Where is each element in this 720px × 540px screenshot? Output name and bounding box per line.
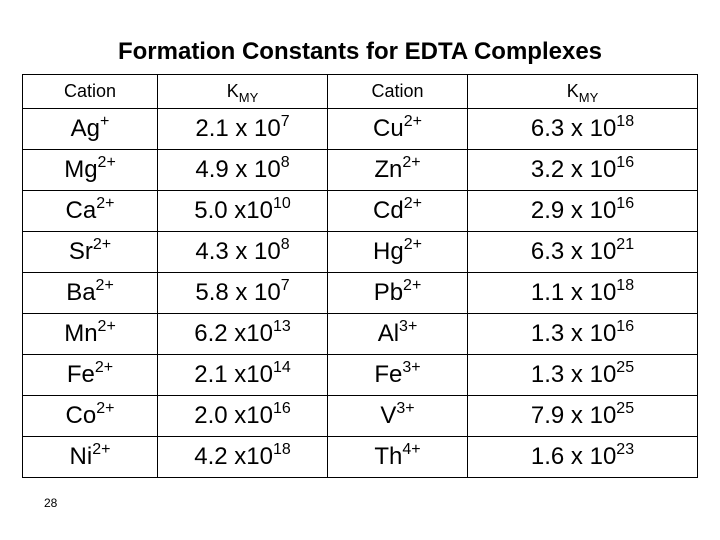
cation-charge: 2+ — [403, 236, 422, 253]
cation-symbol: Pb — [373, 279, 404, 306]
kmy-coefficient: 1.1 x 10 — [530, 279, 617, 306]
cation-charge: 3+ — [402, 359, 421, 376]
cation-cell-left — [23, 437, 158, 478]
kmy-exponent: 7 — [280, 277, 290, 294]
kmy-coefficient: 2.1 x10 — [194, 361, 273, 388]
kmy-exponent: 16 — [616, 154, 635, 171]
cation-charge: 4+ — [402, 441, 421, 458]
cation-charge: 2+ — [97, 154, 116, 171]
kmy-coefficient: 7.9 x 10 — [530, 402, 617, 429]
kmy-cell-left — [158, 232, 328, 273]
kmy-coefficient: 2.1 x 10 — [195, 115, 281, 142]
cation-charge: 2+ — [92, 236, 112, 253]
cation-cell-left — [23, 273, 158, 314]
kmy-coefficient: 4.9 x 10 — [195, 156, 281, 183]
kmy-exponent: 25 — [616, 400, 635, 417]
cation-symbol: Mn — [64, 320, 98, 347]
kmy-cell-left — [158, 273, 328, 314]
table-header-row — [23, 75, 698, 109]
cation-symbol: Ag — [70, 115, 100, 142]
cation-charge: 2+ — [96, 400, 115, 417]
cation-cell-left — [23, 314, 158, 355]
kmy-coefficient: 6.3 x 10 — [530, 238, 617, 265]
cation-symbol: Fe — [66, 361, 95, 388]
cation-cell-right — [328, 109, 468, 150]
kmy-coefficient: 1.3 x 10 — [530, 361, 617, 388]
kmy-cell-right — [468, 355, 698, 396]
cation-charge: 2+ — [403, 195, 422, 212]
kmy-exponent: 21 — [616, 236, 635, 253]
table-row — [23, 191, 698, 232]
cation-charge: 2+ — [403, 277, 422, 294]
cation-symbol: Co — [65, 402, 97, 429]
table-row — [23, 396, 698, 437]
table-row — [23, 314, 698, 355]
kmy-exponent: 10 — [272, 195, 291, 212]
cation-cell-right — [328, 150, 468, 191]
header-kmy-right: $K_{MY}$ — [468, 75, 698, 109]
page-number: 28 — [44, 496, 58, 510]
cation-symbol: Fe — [374, 361, 403, 388]
cation-symbol: Cd — [373, 197, 404, 224]
slide-title: Formation Constants for EDTA Complexes — [117, 38, 603, 65]
kmy-cell-right — [468, 232, 698, 273]
kmy-coefficient: 1.6 x 10 — [530, 443, 617, 470]
cation-symbol: Sr — [68, 238, 93, 265]
cation-cell-left — [23, 150, 158, 191]
kmy-exponent: 8 — [280, 154, 290, 171]
kmy-cell-left — [158, 150, 328, 191]
kmy-cell-left — [158, 437, 328, 478]
cation-charge: 3+ — [396, 400, 415, 417]
cation-charge: 2+ — [95, 277, 114, 294]
kmy-exponent: 16 — [272, 400, 291, 417]
cation-charge: 2+ — [94, 359, 114, 376]
cation-cell-left — [23, 191, 158, 232]
kmy-cell-right — [468, 191, 698, 232]
kmy-exponent: 8 — [280, 236, 290, 253]
cation-cell-right — [328, 314, 468, 355]
cation-charge: 2+ — [402, 154, 421, 171]
kmy-cell-right — [468, 437, 698, 478]
kmy-cell-right — [468, 314, 698, 355]
table-row — [23, 109, 698, 150]
cation-symbol: Ca — [65, 197, 97, 224]
kmy-exponent: 14 — [272, 359, 291, 376]
kmy-exponent: 18 — [616, 277, 635, 294]
cation-charge: + — [100, 113, 110, 130]
cation-symbol: Cu — [373, 115, 404, 142]
cation-cell-left — [23, 355, 158, 396]
kmy-coefficient: 3.2 x 10 — [530, 156, 617, 183]
kmy-coefficient: 5.0 x10 — [194, 197, 273, 224]
kmy-cell-left — [158, 191, 328, 232]
kmy-exponent: 18 — [272, 441, 291, 458]
kmy-exponent: 23 — [616, 441, 635, 458]
kmy-cell-left — [158, 314, 328, 355]
kmy-cell-left — [158, 355, 328, 396]
cation-charge: 3+ — [399, 318, 418, 335]
cation-cell-right — [328, 396, 468, 437]
kmy-coefficient: 1.3 x 10 — [530, 320, 617, 347]
formation-constants-table — [22, 74, 698, 478]
kmy-exponent: 7 — [280, 113, 290, 130]
cation-charge: 2+ — [97, 318, 116, 335]
kmy-cell-right — [468, 273, 698, 314]
cation-cell-right — [328, 191, 468, 232]
cation-cell-right — [328, 355, 468, 396]
cation-symbol: Mg — [64, 156, 98, 183]
kmy-cell-left — [158, 396, 328, 437]
cation-cell-left — [23, 109, 158, 150]
table-row — [23, 355, 698, 396]
kmy-coefficient: 4.3 x 10 — [195, 238, 281, 265]
cation-symbol: Zn — [374, 156, 403, 183]
cation-symbol: Al — [377, 320, 400, 347]
table-row — [23, 273, 698, 314]
cation-symbol: Hg — [373, 238, 404, 265]
table-row — [23, 437, 698, 478]
header-kmy-left: $K_{MY}$ — [158, 75, 328, 109]
table-row — [23, 232, 698, 273]
table-body — [23, 109, 698, 478]
cation-symbol: V — [380, 402, 397, 429]
kmy-exponent: 16 — [616, 195, 635, 212]
kmy-cell-right — [468, 109, 698, 150]
cation-cell-right — [328, 232, 468, 273]
header-cation-left: Cation — [23, 75, 158, 109]
cation-symbol: Ba — [66, 279, 96, 306]
cation-charge: 2+ — [92, 441, 111, 458]
cation-symbol: Th — [374, 443, 403, 470]
kmy-coefficient: 2.0 x10 — [194, 402, 273, 429]
kmy-coefficient: 5.8 x 10 — [195, 279, 281, 306]
header-cation-right: Cation — [328, 75, 468, 109]
kmy-exponent: 18 — [616, 113, 635, 130]
cation-cell-left — [23, 232, 158, 273]
kmy-exponent: 16 — [616, 318, 635, 335]
kmy-coefficient: 6.2 x10 — [194, 320, 273, 347]
cation-charge: 2+ — [403, 113, 422, 130]
kmy-exponent: 25 — [616, 359, 635, 376]
kmy-exponent: 13 — [272, 318, 291, 335]
kmy-cell-left — [158, 109, 328, 150]
kmy-cell-right — [468, 396, 698, 437]
cation-cell-left — [23, 396, 158, 437]
cation-cell-right — [328, 437, 468, 478]
table-row — [23, 150, 698, 191]
kmy-cell-right — [468, 150, 698, 191]
cation-charge: 2+ — [96, 195, 115, 212]
cation-cell-right — [328, 273, 468, 314]
kmy-coefficient: 6.3 x 10 — [530, 115, 617, 142]
kmy-coefficient: 2.9 x 10 — [530, 197, 617, 224]
cation-symbol: Ni — [69, 443, 93, 470]
kmy-coefficient: 4.2 x10 — [194, 443, 273, 470]
